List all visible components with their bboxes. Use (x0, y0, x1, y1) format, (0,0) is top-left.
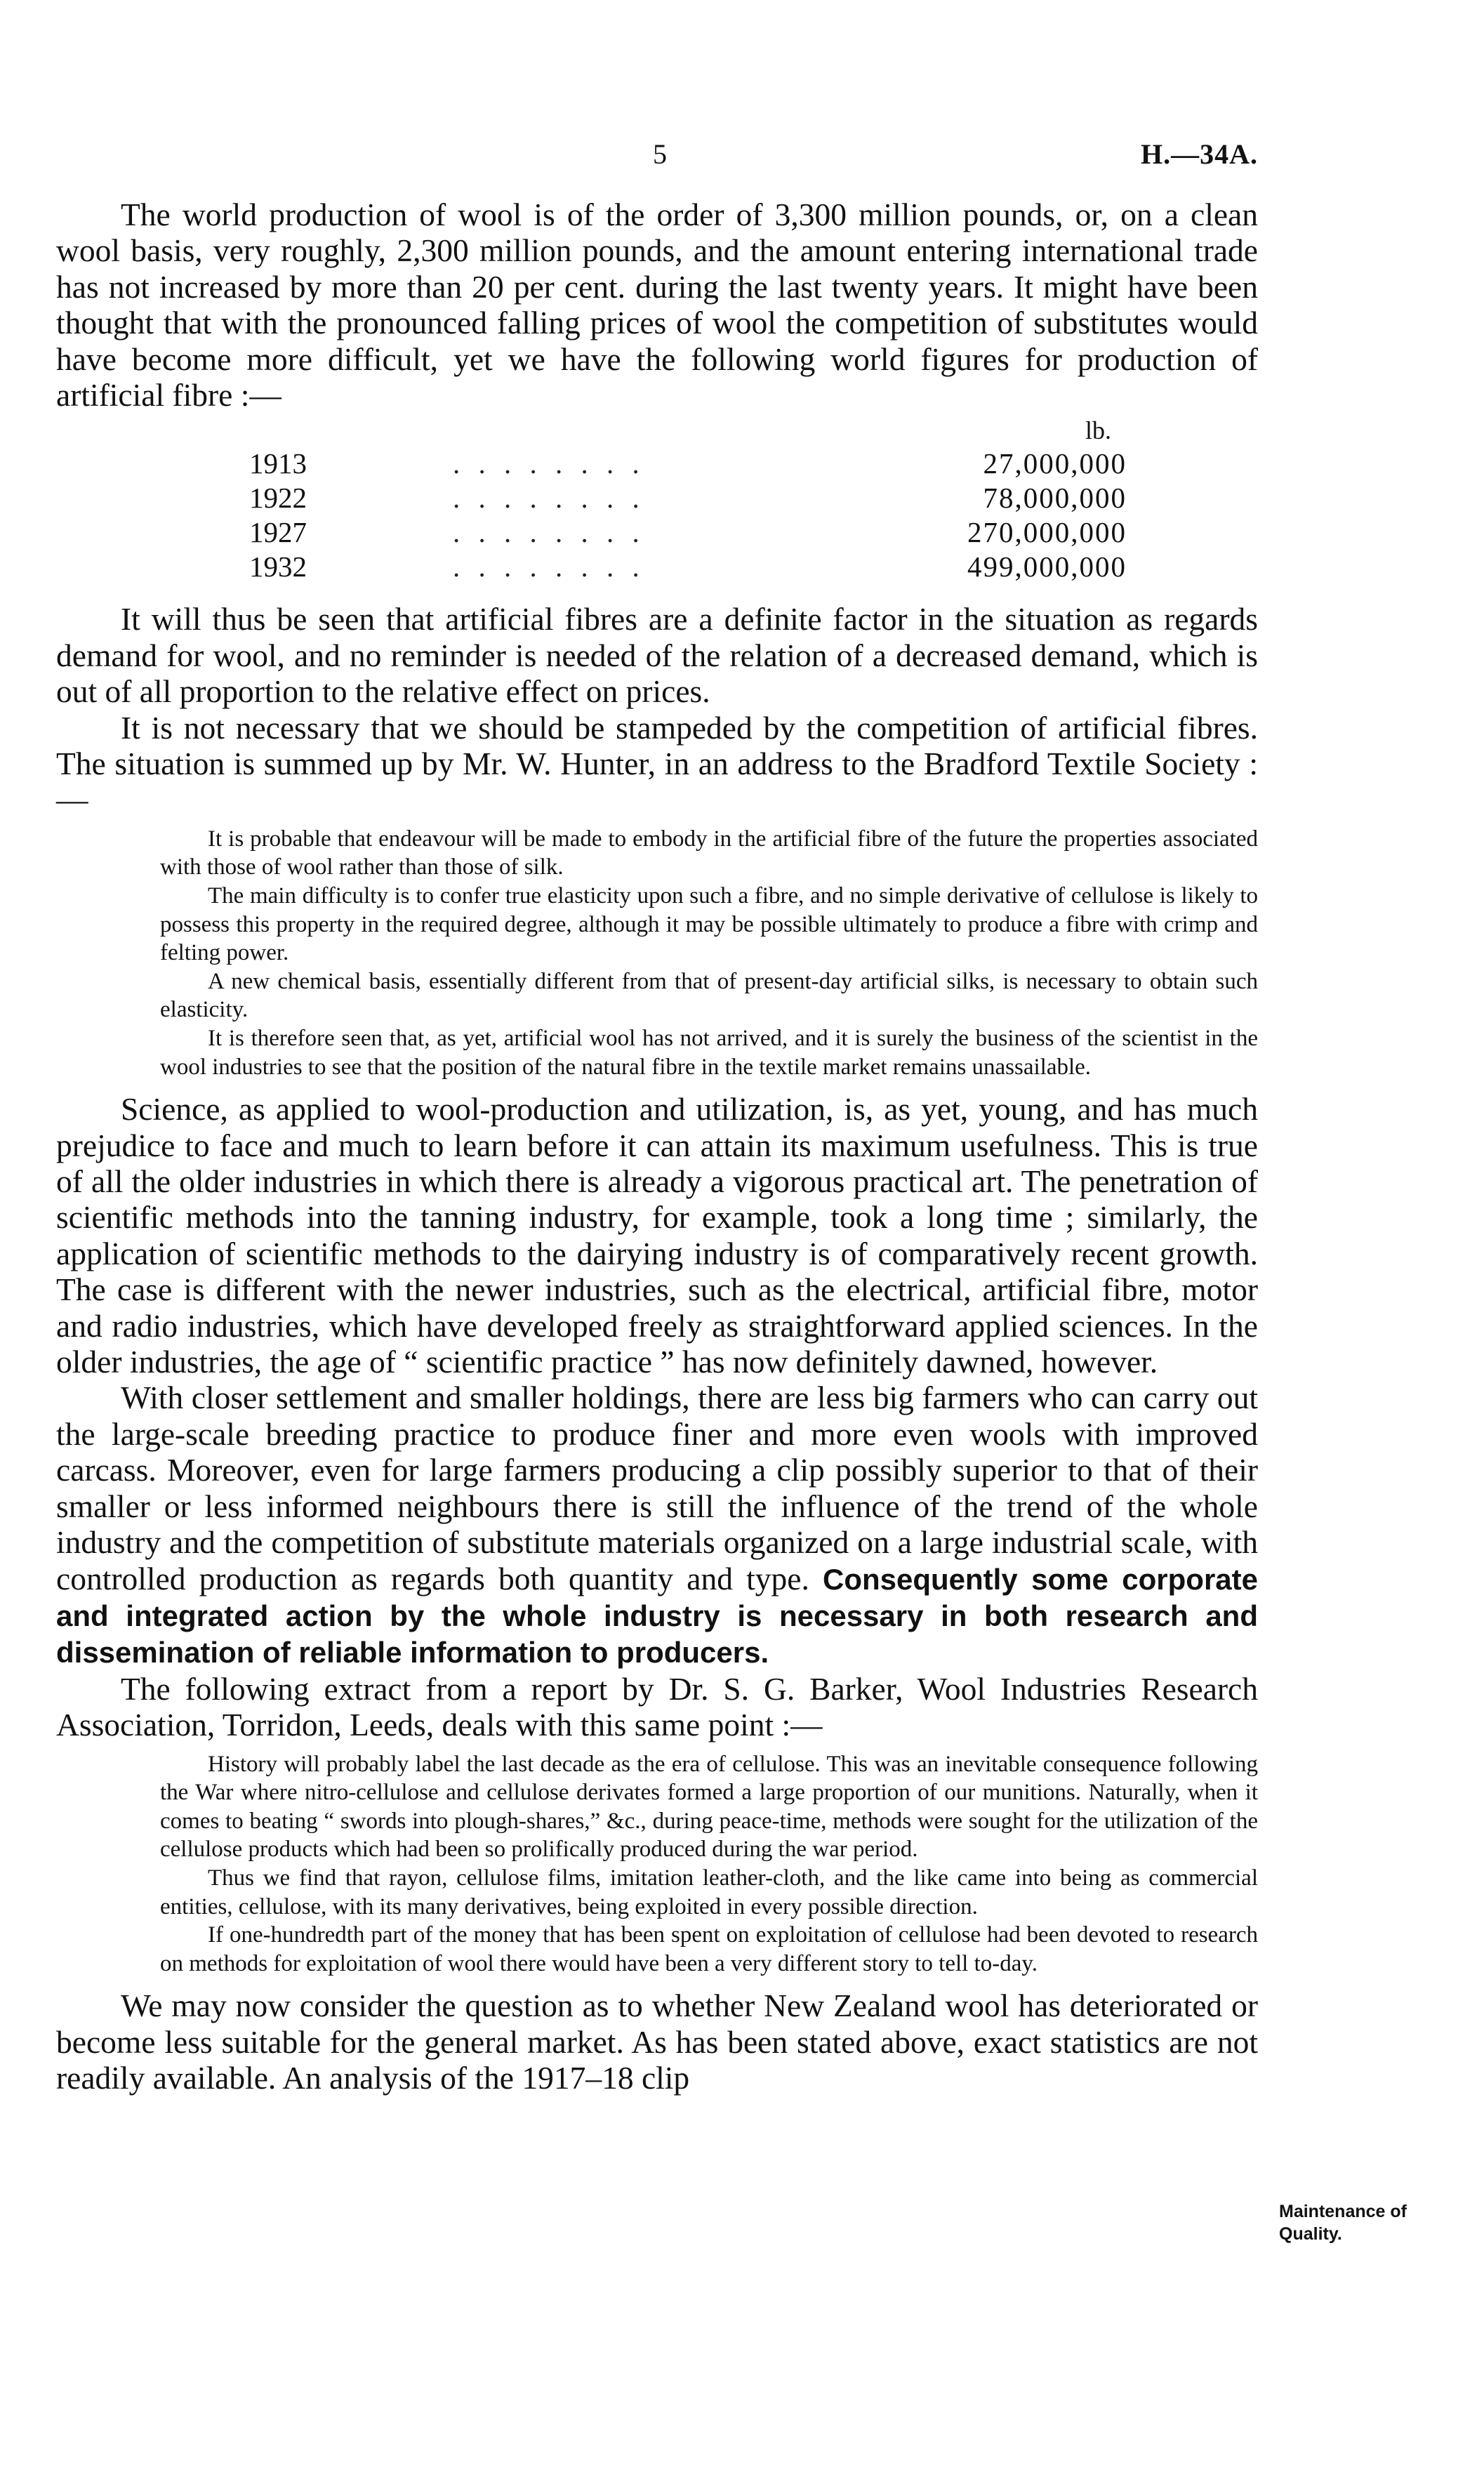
quote-paragraph: Thus we find that rayon, cellulose films, imitation leather-cloth, and the like came into being as commercial entities, cellulose, with its many derivatives, being exploited in every possible direction. (160, 1865, 1258, 1919)
table-row (249, 515, 1127, 550)
paragraph-wool-production: The world production of wool is of the order of 3,300 million pounds, or, on a clean wool basis, very roughly, 2,300 million pounds, and the amount entering international trade has not increased by more than 20 per cent. during the last twenty years. It might have been thought that with the pronounced falling prices of wool the competition of substitutes would have become more difficult, yet we have the following world figures for production of artificial fibre :— (56, 197, 1258, 414)
quote-barker (160, 1750, 1258, 1978)
table-row (249, 447, 1127, 481)
margin-note (1279, 2200, 1407, 2245)
paragraph-science: Science, as applied to wool-production and utilization, is, as yet, young, and has much prejudice to face and much to learn before it can attain its maximum usefulness. This is true of all the older industries in which there is already a vigorous practical art. The penetration of scientific methods into the tanning industry, for example, took a long time ; similarly, the application of scientific methods to the dairying industry is of comparatively recent growth. The case is different with the newer industries, such as the electrical, artificial fibre, motor and radio industries, which have developed freely as straightforward applied sciences. In the older industries, the age of “ scientific practice ” has now definitely dawned, however. (56, 1091, 1258, 1380)
table-year: 1913 (249, 447, 307, 480)
dot-leader: . . . . . . . . (453, 516, 645, 549)
artificial-fibre-table (249, 414, 1127, 584)
paragraph-text: With closer settlement and smaller holdings, there are less big farmers who can carry out the large-scale breeding practice to produce finer and more even wools with improved carcass. Moreover, even for large farmers producing a clip possibly superior to that of their smaller or less informed neighbours there is still the influence of the trend of the whole industry and the competition of substitute materials organized on a large industrial scale, with controlled production as regards both quantity and type. (56, 1380, 1258, 1597)
table-value: 78,000,000 (983, 482, 1127, 515)
quote-hunter (160, 825, 1258, 1081)
dot-leader: . . . . . . . . (453, 447, 645, 480)
page-number: 5 (653, 138, 667, 170)
dot-leader: . . . . . . . . (453, 482, 645, 515)
quote-paragraph: It is therefore seen that, as yet, artificial wool has not arrived, and it is surely the business of the scientist in the wool industries to see that the position of the natural fibre in the textile market remains unassailable. (160, 1026, 1258, 1080)
quote-paragraph: History will probably label the last decade as the era of cellulose. This was an inevitable consequence following the War where nitro-cellulose and cellulose derivates formed a large proportion of our munitions. Naturally, when it comes to beating “ swords into plough-shares,” &c., during peace-time, methods were sought for the utilization of the cellulose products which had been so prolifically produced during the war period. (160, 1751, 1258, 1863)
table-value: 27,000,000 (983, 447, 1127, 480)
quote-paragraph: If one-hundredth part of the money that has been spent on exploitation of cellulose had been devoted to research on methods for exploitation of wool there would have been a very different story to tell to-day. (160, 1922, 1258, 1976)
dot-leader: . . . . . . . . (453, 550, 645, 583)
paragraph-artificial-fibre-factor: It will thus be seen that artificial fibres are a definite factor in the situation as regards demand for wool, and no reminder is needed of the relation of a decreased demand, which is out of all proportion to the relative effect on prices. (56, 601, 1258, 710)
margin-note-line: Maintenance of (1279, 2202, 1407, 2221)
paragraph-stampeded: It is not necessary that we should be stampeded by the competition of artificial fibres. The situation is summed up by Mr. W. Hunter, in an address to the Bradford Textile Society :— (56, 709, 1258, 818)
quote-paragraph: A new chemical basis, essentially different from that of present-day artificial silks, is necessary to obtain such elasticity. (160, 968, 1258, 1023)
table-value: 270,000,000 (967, 516, 1127, 549)
paragraph-maintenance-quality: We may now consider the question as to whether New Zealand wool has deteriorated or become less suitable for the general market. As has been stated above, exact statistics are not readily available. An analysis of the 1917–18 clip (56, 1988, 1258, 2096)
quote-paragraph: It is probable that endeavour will be made to embody in the artificial fibre of the future the properties associated with those of wool rather than those of silk. (160, 826, 1258, 880)
paragraph-barker-intro: The following extract from a report by Dr. S. G. Barker, Wool Industries Research Association, Torridon, Leeds, deals with this same point :— (56, 1670, 1258, 1743)
table-row (249, 481, 1127, 515)
page-body (56, 197, 1258, 2096)
table-year: 1927 (249, 516, 307, 549)
table-unit-label: lb. (1085, 416, 1111, 445)
paragraph-closer-settlement (56, 1380, 1258, 1670)
table-row (249, 550, 1127, 584)
quote-paragraph: The main difficulty is to confer true elasticity upon such a fibre, and no simple derivative of cellulose is likely to possess this property in the required degree, although it may be possible ultimately to produce a fibre with crimp and felting power. (160, 883, 1258, 966)
document-code: H.—34A. (1141, 138, 1258, 170)
table-year: 1922 (249, 482, 307, 515)
emphasis-text: Consequently some corporate and integrated action by the whole industry is necessary in both research and dissemination of reliable information to producers. (56, 1562, 1259, 1670)
table-value: 499,000,000 (967, 550, 1127, 583)
margin-note-line: Quality. (1279, 2224, 1342, 2244)
table-year: 1932 (249, 550, 307, 583)
